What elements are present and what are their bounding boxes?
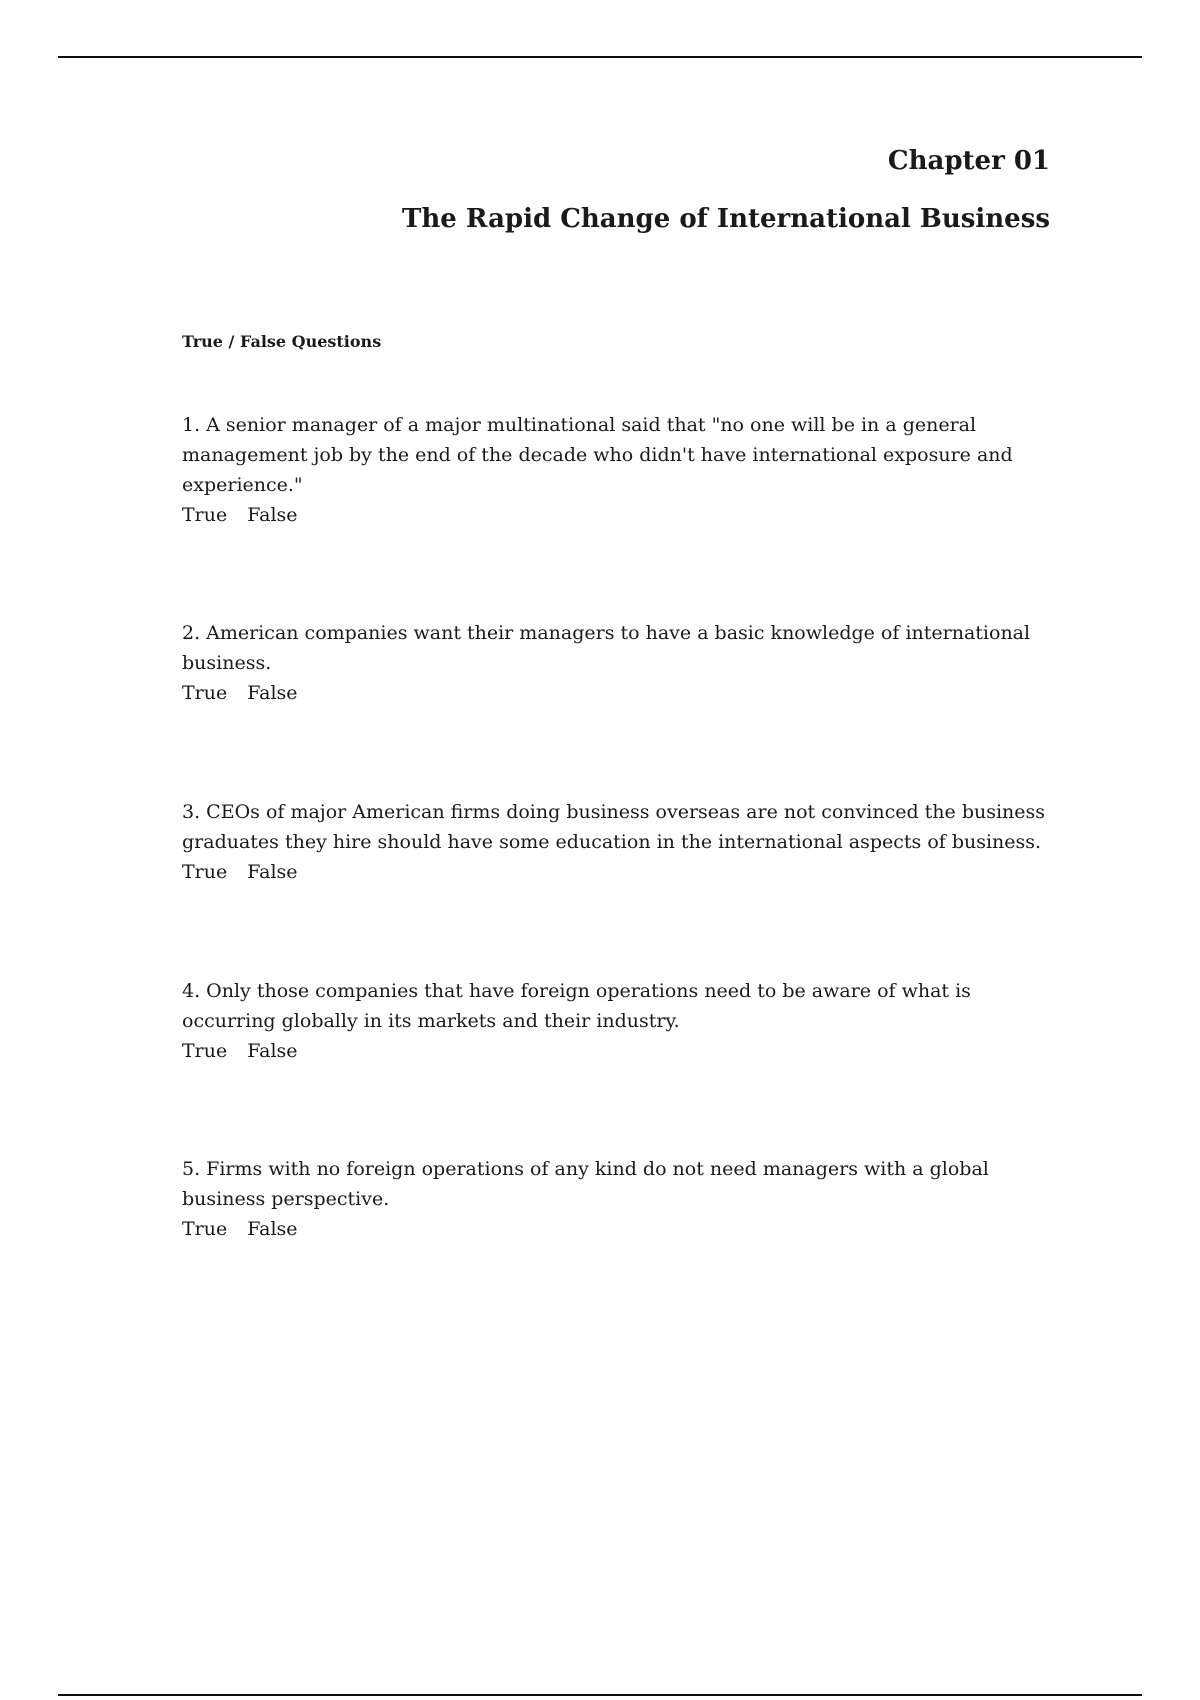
answer-false[interactable]: False: [247, 682, 298, 704]
answer-options: [182, 678, 1062, 708]
question-4: [182, 976, 1062, 1066]
answer-options: [182, 1214, 1062, 1244]
question-text: 3. CEOs of major American firms doing business overseas are not convinced the business graduates they hire should have some education in the international aspects of business.: [182, 801, 1046, 853]
answer-options: [182, 1036, 1062, 1066]
question-text: 2. American companies want their managers to have a basic knowledge of international business.: [182, 622, 1031, 674]
question-1: [182, 410, 1062, 530]
answer-true[interactable]: True: [182, 861, 228, 883]
answer-true[interactable]: True: [182, 504, 228, 526]
chapter-title: Chapter 01: [887, 146, 1050, 176]
question-text: 4. Only those companies that have foreign operations need to be aware of what is occurring globally in its markets and their industry.: [182, 980, 971, 1032]
question-3: [182, 797, 1062, 887]
question-5: [182, 1154, 1062, 1244]
answer-true[interactable]: True: [182, 1040, 228, 1062]
bottom-rule: [58, 1694, 1142, 1696]
answer-options: [182, 857, 1062, 887]
chapter-subtitle: The Rapid Change of International Business: [402, 204, 1050, 234]
top-rule: [58, 56, 1142, 58]
answer-false[interactable]: False: [247, 504, 298, 526]
answer-false[interactable]: False: [247, 1218, 298, 1240]
answer-false[interactable]: False: [247, 1040, 298, 1062]
section-label: True / False Questions: [182, 332, 382, 351]
question-text: 5. Firms with no foreign operations of any kind do not need managers with a global business perspective.: [182, 1158, 989, 1210]
answer-options: [182, 500, 1062, 530]
answer-false[interactable]: False: [247, 861, 298, 883]
answer-true[interactable]: True: [182, 682, 228, 704]
question-text: 1. A senior manager of a major multinational said that "no one will be in a general management job by the end of the decade who didn't have international exposure and experience.": [182, 414, 1013, 496]
question-2: [182, 618, 1062, 708]
answer-true[interactable]: True: [182, 1218, 228, 1240]
